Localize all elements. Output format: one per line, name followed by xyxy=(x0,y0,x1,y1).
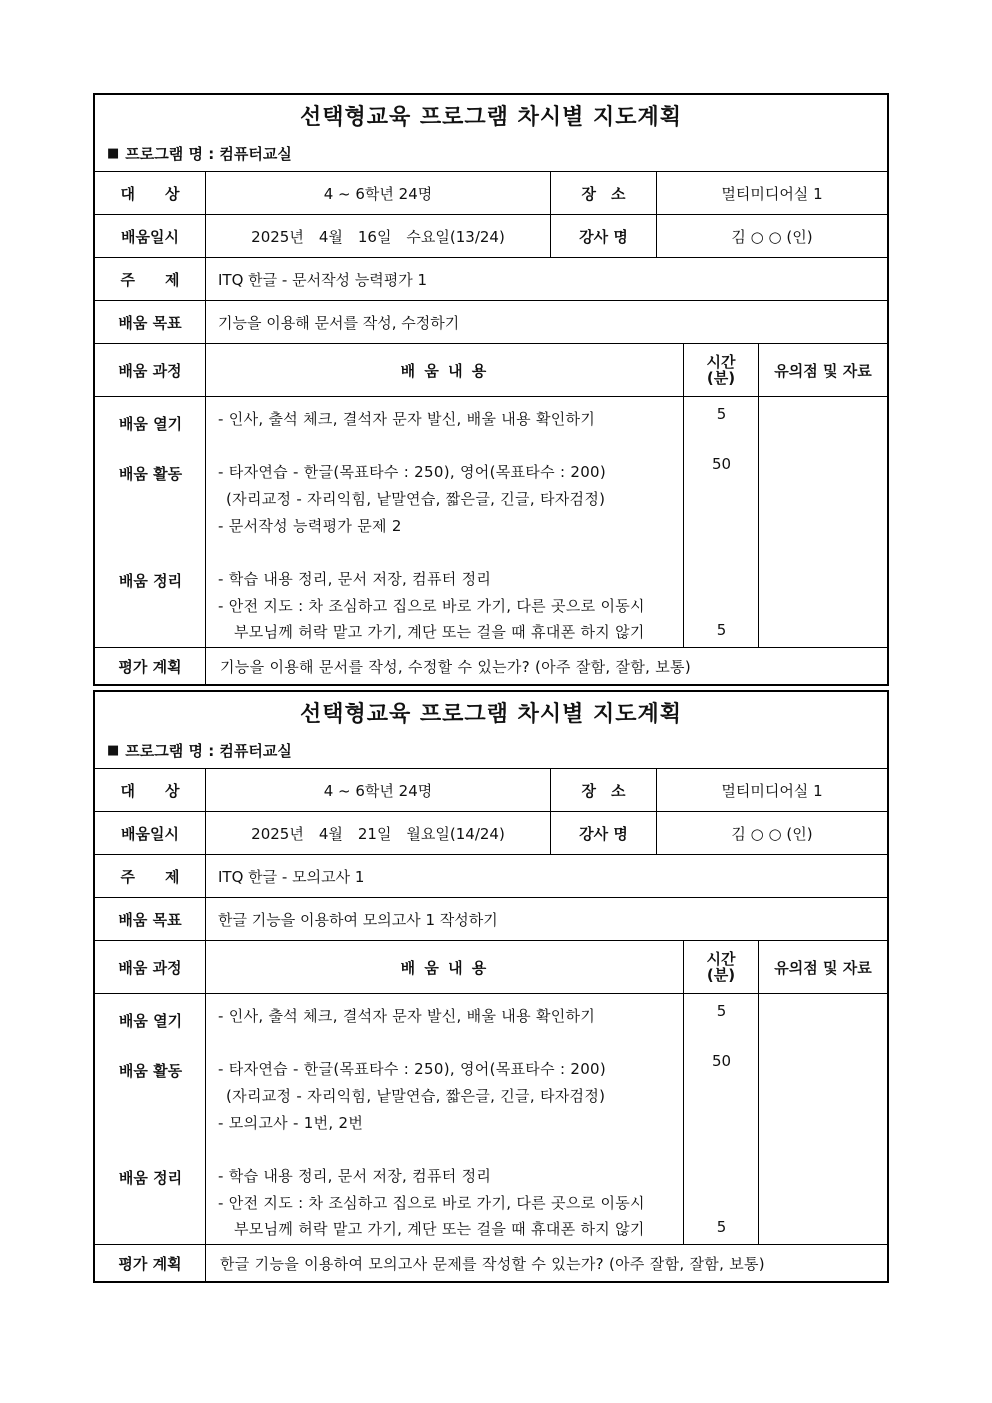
notes-header: 유의점 및 자료 xyxy=(774,958,872,977)
content-line: - 학습 내용 정리, 문서 저장, 컴퓨터 정리 xyxy=(218,570,492,588)
target-value: 4 ~ 6학년 24명 xyxy=(206,769,551,811)
date-value: 2025년 4월 16일 수요일(13/24) xyxy=(206,215,551,257)
program-name: ■ 프로그램 명 : 컴퓨터교실 xyxy=(95,732,887,769)
stage-activity: 배움 활동 xyxy=(118,1062,183,1080)
date-row xyxy=(95,215,887,258)
content-line: - 타자연습 - 한글(목표타수 : 250), 영어(목표타수 : 200) xyxy=(218,1060,607,1078)
topic-label: 주 제 xyxy=(95,258,206,300)
plan-title: 선택형교육 프로그램 차시별 지도계획 xyxy=(299,700,682,727)
teacher-value: 김 ○ ○ (인) xyxy=(731,227,813,246)
goal-row xyxy=(95,301,887,344)
content-line: (자리교정 - 자리익힘, 낱말연습, 짧은글, 긴글, 타자검정) xyxy=(226,1087,606,1105)
program-name: ■ 프로그램 명 : 컴퓨터교실 xyxy=(95,135,887,172)
content-column xyxy=(206,994,684,1244)
date-label: 배움일시 xyxy=(95,215,206,257)
process-header-row xyxy=(95,344,887,397)
time-header: 시간 (분) xyxy=(684,344,759,396)
teacher-value: 김 ○ ○ (인) xyxy=(731,824,813,843)
stage-column xyxy=(95,397,206,647)
square-bullet-icon: ■ xyxy=(107,742,120,758)
content-line: - 안전 지도 : 차 조심하고 집으로 바로 가기, 다른 곳으로 이동시 xyxy=(218,1194,645,1212)
stage-open: 배움 열기 xyxy=(118,415,183,433)
time-open: 5 xyxy=(716,405,727,423)
process-body-row xyxy=(95,994,887,1245)
date-label: 배움일시 xyxy=(95,812,206,854)
content-header: 배 움 내 용 xyxy=(206,344,684,396)
goal-label: 배움 목표 xyxy=(95,301,206,343)
topic-label: 주 제 xyxy=(95,855,206,897)
goal-row xyxy=(95,898,887,941)
content-line: - 모의고사 - 1번, 2번 xyxy=(218,1114,364,1132)
time-activity: 50 xyxy=(711,1052,732,1070)
target-value: 4 ~ 6학년 24명 xyxy=(206,172,551,214)
time-activity: 50 xyxy=(711,455,732,473)
goal-label: 배움 목표 xyxy=(95,898,206,940)
place-label: 장 소 xyxy=(551,769,657,811)
goal-value: 기능을 이용해 문서를 작성, 수정하기 xyxy=(218,313,460,332)
time-column xyxy=(684,397,759,647)
lesson-plan-2 xyxy=(93,690,889,1283)
process-header-row xyxy=(95,941,887,994)
process-label: 배움 과정 xyxy=(95,344,206,396)
place-label: 장 소 xyxy=(551,172,657,214)
eval-label: 평가 계획 xyxy=(95,648,206,684)
content-line: - 학습 내용 정리, 문서 저장, 컴퓨터 정리 xyxy=(218,1167,492,1185)
time-column xyxy=(684,994,759,1244)
content-line: 부모님께 허락 맡고 가기, 계단 또는 걸을 때 휴대폰 하지 않기 xyxy=(234,1220,645,1238)
eval-row xyxy=(95,648,887,684)
time-header: 시간 (분) xyxy=(684,941,759,993)
target-label: 대 상 xyxy=(95,172,206,214)
topic-value: ITQ 한글 - 문서작성 능력평가 1 xyxy=(218,270,428,289)
content-line: (자리교정 - 자리익힘, 낱말연습, 짧은글, 긴글, 타자검정) xyxy=(226,490,606,508)
process-body-row xyxy=(95,397,887,648)
eval-label: 평가 계획 xyxy=(95,1245,206,1281)
time-close: 5 xyxy=(716,1218,727,1236)
eval-row xyxy=(95,1245,887,1281)
content-line: 부모님께 허락 맡고 가기, 계단 또는 걸을 때 휴대폰 하지 않기 xyxy=(234,623,645,641)
stage-column xyxy=(95,994,206,1244)
date-value: 2025년 4월 21일 월요일(14/24) xyxy=(206,812,551,854)
notes-column xyxy=(759,994,887,1244)
target-label: 대 상 xyxy=(95,769,206,811)
plan-title: 선택형교육 프로그램 차시별 지도계획 xyxy=(299,103,682,130)
target-row xyxy=(95,769,887,812)
time-open: 5 xyxy=(716,1002,727,1020)
content-header: 배 움 내 용 xyxy=(206,941,684,993)
topic-value: ITQ 한글 - 모의고사 1 xyxy=(218,867,365,886)
eval-value: 한글 기능을 이용하여 모의고사 문제를 작성할 수 있는가? (아주 잘함, 잘함, 보통) xyxy=(220,1254,765,1273)
stage-activity: 배움 활동 xyxy=(118,465,183,483)
process-label: 배움 과정 xyxy=(95,941,206,993)
content-line: - 타자연습 - 한글(목표타수 : 250), 영어(목표타수 : 200) xyxy=(218,463,607,481)
goal-value: 한글 기능을 이용하여 모의고사 1 작성하기 xyxy=(218,910,498,929)
content-line: - 문서작성 능력평가 문제 2 xyxy=(218,517,402,535)
square-bullet-icon: ■ xyxy=(107,145,120,161)
target-row xyxy=(95,172,887,215)
notes-header: 유의점 및 자료 xyxy=(774,361,872,380)
eval-value: 기능을 이용해 문서를 작성, 수정할 수 있는가? (아주 잘함, 잘함, 보통) xyxy=(220,657,691,676)
content-line: - 인사, 출석 체크, 결석자 문자 발신, 배울 내용 확인하기 xyxy=(218,1007,596,1025)
teacher-label: 강사 명 xyxy=(551,812,657,854)
time-close: 5 xyxy=(716,621,727,639)
content-column xyxy=(206,397,684,647)
lesson-plan-1 xyxy=(93,93,889,686)
place-value: 멀티미디어실 1 xyxy=(721,184,823,203)
notes-column xyxy=(759,397,887,647)
stage-close: 배움 정리 xyxy=(118,1169,183,1187)
stage-open: 배움 열기 xyxy=(118,1012,183,1030)
topic-row xyxy=(95,258,887,301)
stage-close: 배움 정리 xyxy=(118,572,183,590)
place-value: 멀티미디어실 1 xyxy=(721,781,823,800)
content-line: - 안전 지도 : 차 조심하고 집으로 바로 가기, 다른 곳으로 이동시 xyxy=(218,597,645,615)
date-row xyxy=(95,812,887,855)
content-line: - 인사, 출석 체크, 결석자 문자 발신, 배울 내용 확인하기 xyxy=(218,410,596,428)
topic-row xyxy=(95,855,887,898)
teacher-label: 강사 명 xyxy=(551,215,657,257)
